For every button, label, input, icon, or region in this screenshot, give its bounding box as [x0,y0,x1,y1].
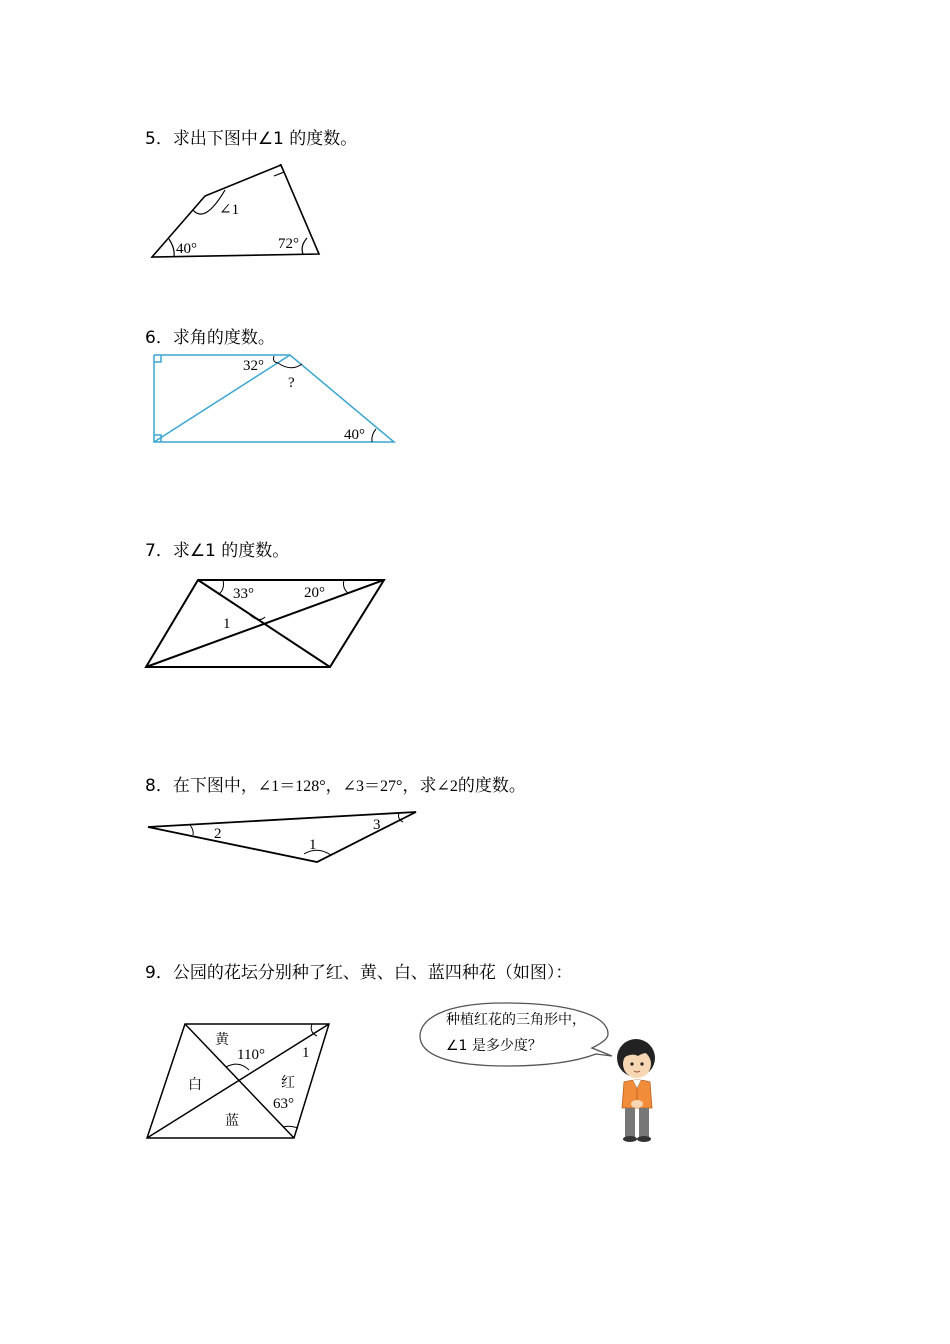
bubble-line-2: ∠1 是多少度？ [446,1038,542,1054]
question-7-text: 7．求∠1 的度数。 [145,541,290,561]
q8-given-angle1: ∠1＝128° [257,778,326,795]
q8-target-angle2: ∠2 [436,778,458,795]
q8-given-angle3: ∠3＝27° [342,778,403,795]
q8-sep: ， [325,776,343,796]
bubble-line-1: 种植红花的三角形中， [446,1012,586,1028]
q5-72-label: 72° [278,236,299,252]
q6-40-label: 40° [344,427,365,443]
q9-63-label: 63° [273,1096,294,1112]
q7-one-label: 1 [223,616,231,632]
q7-20-label: 20° [304,585,325,601]
question-9-figure [145,1020,345,1150]
q8-mid: ，求 [402,776,437,796]
question-5-figure [145,158,345,268]
q7-33-label: 33° [233,586,254,602]
q9-white-label: 白 [188,1077,202,1093]
q8-one-label: 1 [309,837,317,853]
question-6-text: 6．求角的度数。 [145,328,275,348]
question-6-figure [150,352,410,452]
q8-prefix: 8．在下图中， [145,776,258,796]
question-8-figure [145,808,425,868]
q9-yellow-label: 黄 [215,1032,229,1048]
q9-blue-label: 蓝 [225,1113,239,1129]
q5-angle1-label: ∠1 [219,202,240,218]
q5-40-label: 40° [176,241,197,257]
question-5-text: 5．求出下图中∠1 的度数。 [145,129,358,149]
question-9-text: 9．公园的花坛分别种了红、黄、白、蓝四种花（如图）： [145,963,573,983]
q8-three-label: 3 [373,817,381,833]
q9-red-label: 红 [281,1075,295,1091]
question-7-figure [143,575,393,675]
boy-figure [608,1038,668,1148]
q9-110-label: 110° [237,1047,265,1063]
q8-suffix: 的度数。 [457,776,526,796]
q9-one-label: 1 [302,1045,310,1061]
q8-two-label: 2 [214,826,222,842]
q6-32-label: 32° [243,358,264,374]
q6-unknown-label: ? [288,375,295,391]
question-8-text [145,771,526,796]
